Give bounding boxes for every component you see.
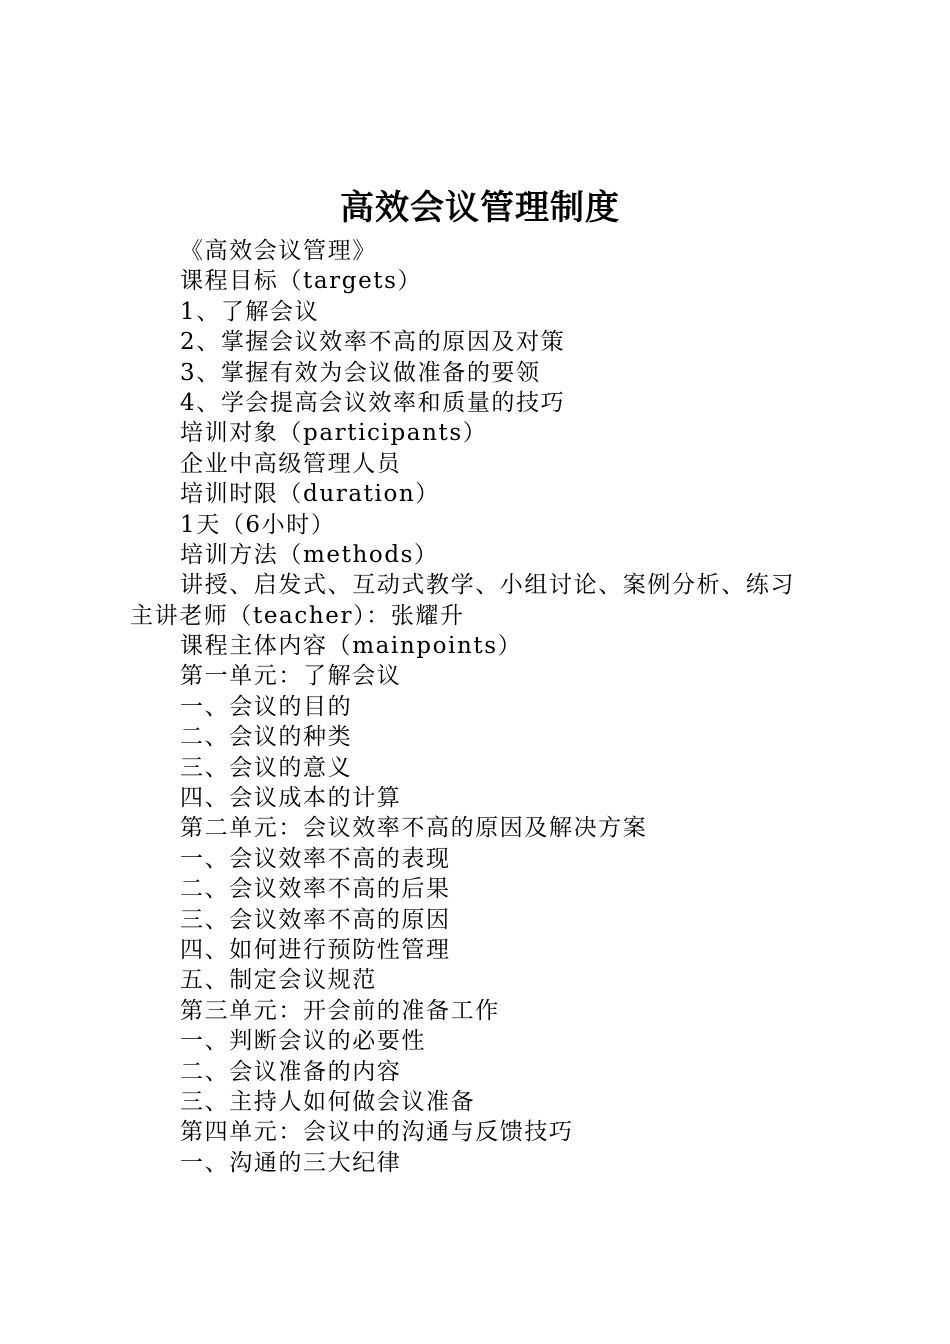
text-line: 一、会议的目的 — [180, 693, 353, 720]
text-line: 第四单元：会议中的沟通与反馈技巧 — [180, 1119, 574, 1146]
text-line: 4、学会提高会议效率和质量的技巧 — [180, 389, 566, 416]
text-line: 第三单元：开会前的准备工作 — [180, 997, 500, 1024]
text-line: 3、掌握有效为会议做准备的要领 — [180, 359, 541, 386]
text-line: 二、会议效率不高的后果 — [180, 876, 451, 903]
text-line: 2、掌握会议效率不高的原因及对策 — [180, 329, 566, 356]
text-line: 培训对象（participants） — [180, 420, 488, 447]
text-line: 三、会议效率不高的原因 — [180, 906, 451, 933]
text-line: 课程主体内容（mainpoints） — [180, 633, 523, 660]
document-title: 高效会议管理制度 — [340, 188, 620, 228]
text-line: 第一单元：了解会议 — [180, 663, 402, 690]
text-line: 三、主持人如何做会议准备 — [180, 1088, 476, 1115]
text-line: 四、会议成本的计算 — [180, 785, 402, 812]
text-line: 一、判断会议的必要性 — [180, 1028, 426, 1055]
text-line: 五、制定会议规范 — [180, 967, 377, 994]
text-line: 四、如何进行预防性管理 — [180, 936, 451, 963]
text-line: 培训方法（methods） — [180, 541, 439, 568]
text-line: 企业中高级管理人员 — [180, 450, 402, 477]
text-line: 第二单元：会议效率不高的原因及解决方案 — [180, 815, 648, 842]
text-line: 主讲老师（teacher）：张耀升 — [130, 602, 465, 629]
document-body — [130, 236, 890, 1178]
text-line: 一、沟通的三大纪律 — [180, 1149, 402, 1176]
text-line: 课程目标（targets） — [180, 268, 423, 295]
text-line: 二、会议准备的内容 — [180, 1058, 402, 1085]
text-line: 一、会议效率不高的表现 — [180, 845, 451, 872]
text-line: 讲授、启发式、互动式教学、小组讨论、案例分析、练习 — [180, 572, 795, 599]
text-line: 培训时限（duration） — [180, 481, 440, 508]
text-line: 1天（6小时） — [180, 511, 336, 538]
text-line: 二、会议的种类 — [180, 724, 353, 751]
text-line: 1、了解会议 — [180, 298, 320, 325]
text-line: 《高效会议管理》 — [180, 238, 377, 264]
text-line: 三、会议的意义 — [180, 754, 353, 781]
